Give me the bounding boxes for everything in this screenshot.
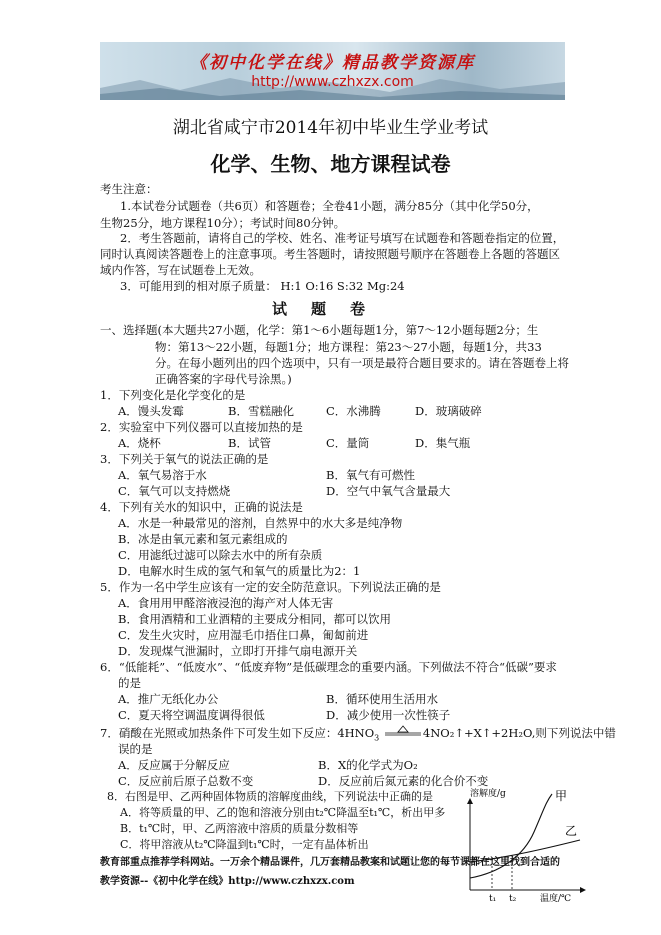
option: C．量筒 [326,436,370,450]
notice-line: 3．可能用到的相对原子质量： H:1 O:16 S:32 Mg:24 [120,279,405,293]
paper-title: 化学、生物、地方课程试卷 [210,152,451,176]
option: B．氧气有可燃性 [326,468,415,482]
option: D．反应前后氮元素的化合价不变 [318,774,489,788]
notice-line: 1.本试卷分试题卷（共6页）和答题卷；全卷41小题，满分85分（其中化学50分， [120,199,539,213]
question-stem-part: 4NO₂↑+X↑+2H₂O,则下列说法中错 [422,726,616,740]
question-stem: 3．下列关于氧气的说法正确的是 [100,452,269,466]
subscript: 3 [374,733,380,743]
option: A．馒头发霉 [118,404,184,418]
x-axis-label: 温度/℃ [540,894,572,904]
option: D．减少使用一次性筷子 [326,708,451,722]
option: D．集气瓶 [415,436,471,450]
tick-label-t2: t₂ [509,894,517,904]
option: A．反应属于分解反应 [118,758,230,772]
option: D．玻璃破碎 [415,404,482,418]
option: C．反应前后原子总数不变 [118,774,254,788]
question-stem: 4．下列有关水的知识中，正确的说法是 [100,500,303,514]
x-axis-arrow [580,887,586,893]
part-intro-line: 正确答案的字母代号涂黑。) [155,372,292,386]
notice-line: 2．考生答题前，请将自己的学校、姓名、准考证号填写在试题卷和答题卷指定的位置， [120,231,565,245]
option: C．夏天将空调温度调得很低 [118,708,265,722]
part-intro-line: 分。在每小题列出的四个选项中，只有一项是最符合题目要求的。请在答题卷上将 [155,356,569,370]
option: C．发生火灾时，应用湿毛巾捂住口鼻，匍匐前进 [118,628,369,642]
option: B．t₁℃时，甲、乙两溶液中溶质的质量分数相等 [120,822,359,835]
option: B．X的化学式为O₂ [318,758,418,772]
header-banner [100,42,565,100]
option: D．发现煤气泄漏时，立即打开排气扇电源开关 [118,644,358,658]
option: A．食用用甲醛溶液浸泡的海产对人体无害 [118,596,334,610]
notice-heading: 考生注意： [100,182,158,196]
option: B．冰是由氧元素和氢元素组成的 [118,532,288,546]
option: A．烧杯 [118,436,161,450]
banner-title: 《初中化学在线》精品教学资源库 [190,53,475,73]
option: B．循环使用生活用水 [326,692,438,706]
option: D．电解水时生成的氢气和氧气的质量比为2：1 [118,564,361,578]
option: A．推广无纸化办公 [118,692,219,706]
question-stem-cont: 的是 [118,676,141,690]
option: C．水沸腾 [326,404,381,418]
notice-line: 同时认真阅读答题卷上的注意事项。考生答题时，请按照题号顺序在答题卷上各题的答题区 [100,247,560,261]
banner-url[interactable]: http://www.czhxzx.com [251,74,414,90]
notice-line: 生物25分，地方课程10分）；考试时间80分钟。 [100,216,346,230]
section-title: 试题卷 [271,300,389,318]
option: A．将等质量的甲、乙的饱和溶液分别由t₂℃降温至t₁℃，析出甲多 [120,806,446,819]
part-intro-line: 物：第13～22小题，每题1分；地方课程：第23～27小题，每题1分，共33 [155,340,542,354]
footer-line: 教育部重点推荐学科网站。一万余个精品课件，几万套精品教案和试题让您的每节课都在这里找到合适的 [100,857,560,868]
question-stem: 6．“低能耗”、“低废水”、“低废弃物”是低碳理念的重要内涵。下列做法不符合“低碳”要求 [100,660,557,674]
option: C．用滤纸过滤可以除去水中的所有杂质 [118,548,323,562]
question-stem-part: 7．硝酸在光照或加热条件下可发生如下反应：4HNO [100,726,375,740]
y-axis-label: 溶解度/g [470,789,506,799]
question-stem: 2．实验室中下列仪器可以直接加热的是 [100,420,303,434]
notice-line: 域内作答，写在试题卷上无效。 [100,263,261,277]
series-label-jia: 甲 [555,789,568,803]
reaction-arrow [383,725,423,737]
reaction-arrow-icon [383,725,423,737]
option: A．水是一种最常见的溶剂，自然界中的水大多是纯净物 [118,516,403,530]
option: A．氧气易溶于水 [118,468,207,482]
question-stem: 1．下列变化是化学变化的是 [100,388,246,402]
question-stem: 5．作为一名中学生应该有一定的安全防范意识。下列说法正确的是 [100,580,441,594]
question-stem-cont: 误的是 [118,742,153,756]
series-label-yi: 乙 [565,824,578,838]
solubility-chart [462,780,622,905]
option: C．氧气可以支持燃烧 [118,484,231,498]
tick-label-t1: t₁ [489,894,497,904]
option: C．将甲溶液从t₂℃降温到t₁℃时，一定有晶体析出 [120,838,369,851]
exam-title: 湖北省咸宁市2014年初中毕业生学业考试 [172,118,489,138]
question-stem [100,725,616,746]
option: B．雪糕融化 [228,404,294,418]
option: D．空气中氧气含量最大 [326,484,451,498]
part-intro-line: 一、选择题(本大题共27小题，化学：第1～6小题每题1分，第7～12小题每题2分；生 [100,323,539,337]
option: B．试管 [228,436,271,450]
footer-line: 教学资源--《初中化学在线》http://www.czhxzx.com [100,876,355,887]
option: B．食用酒精和工业酒精的主要成分相同，都可以饮用 [118,612,391,626]
question-stem: 8．右图是甲、乙两种固体物质的溶解度曲线，下列说法中正确的是 [107,790,433,803]
